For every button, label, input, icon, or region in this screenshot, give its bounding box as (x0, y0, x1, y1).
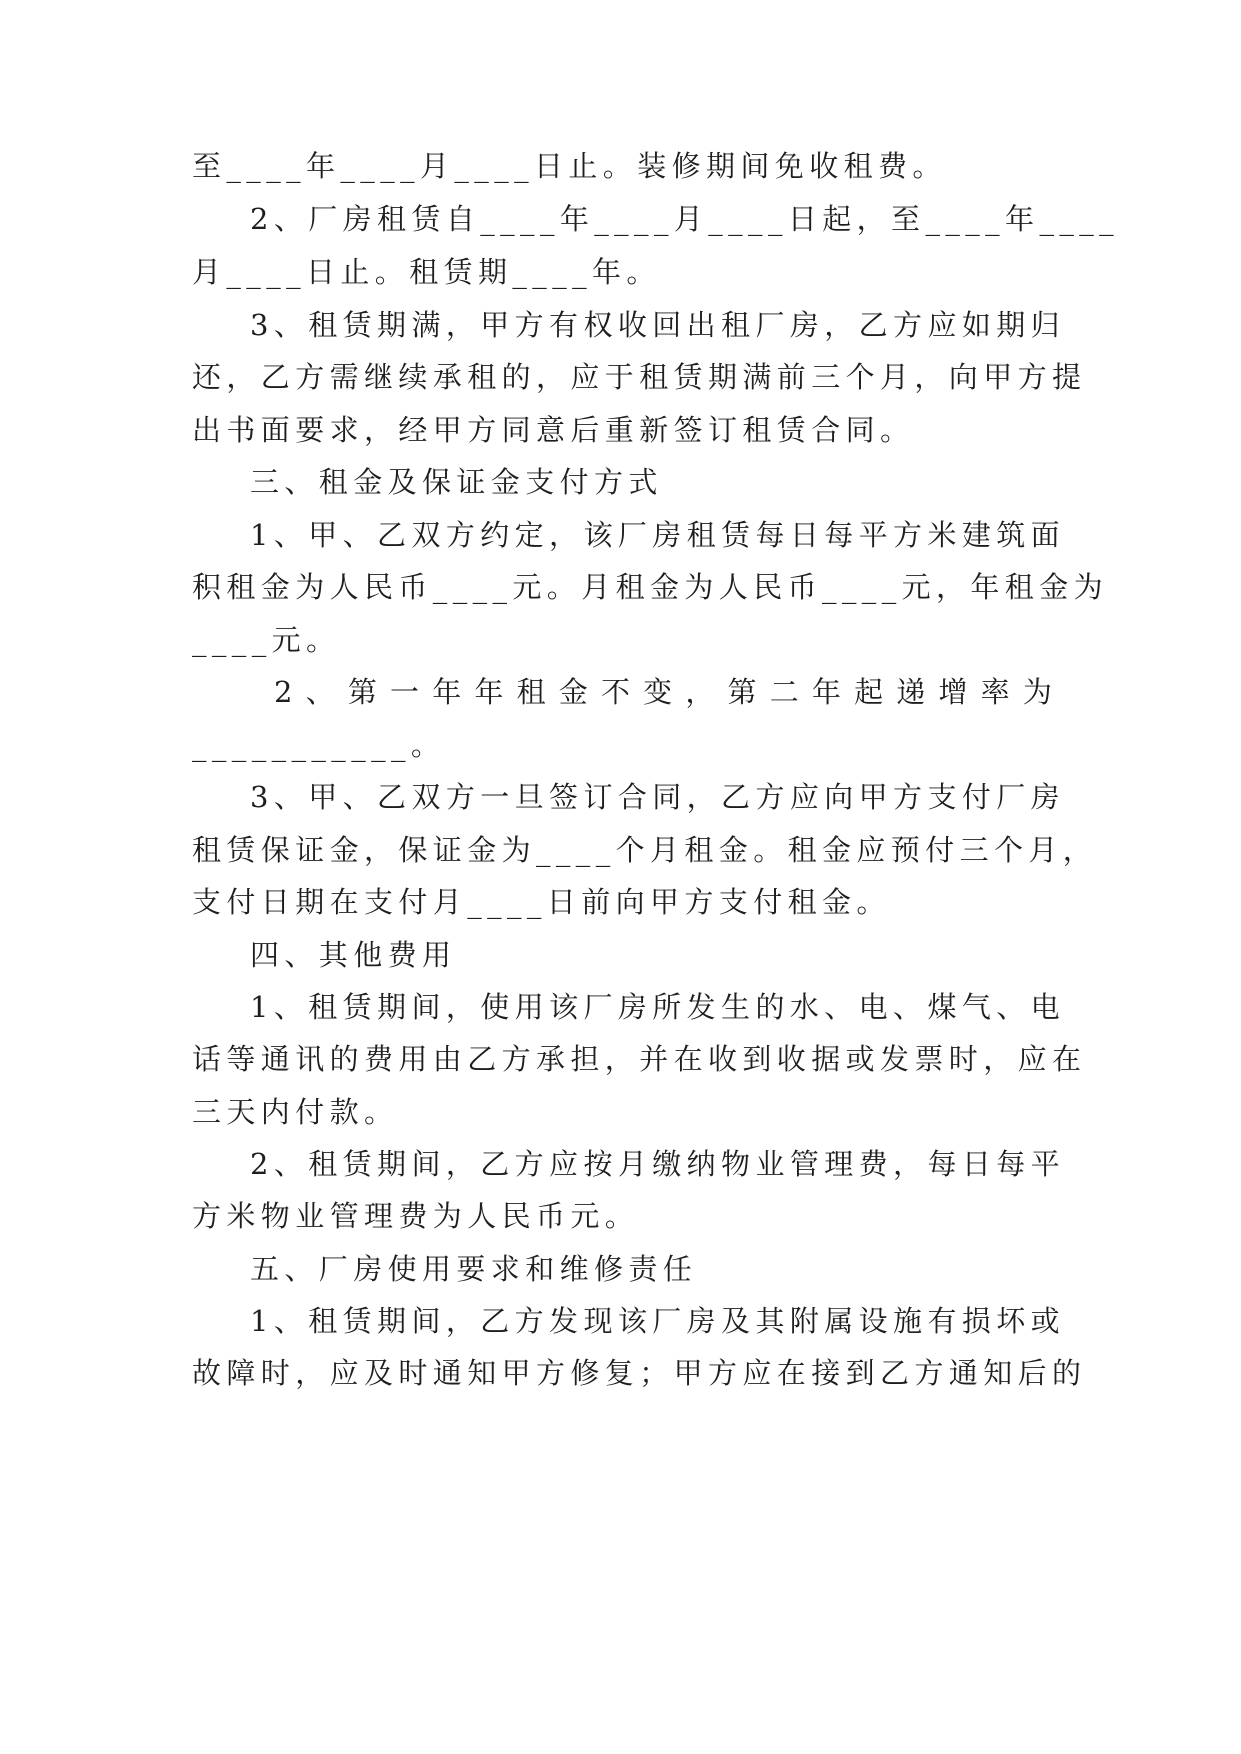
text-line-18: 话等通讯的费用由乙方承担，并在收到收据或发票时，应在 (192, 1042, 1087, 1076)
section-heading-three: 三、租金及保证金支付方式 (250, 465, 663, 499)
text-line-8: 1、甲、乙双方约定，该厂房租赁每日每平方米建筑面 (250, 518, 1066, 552)
spread-glyph: 递 (896, 675, 926, 709)
text-line-14: 租赁保证金，保证金为____个月租金。租金应预付三个月， (192, 833, 1098, 867)
text-line-5: 还，乙方需继续承租的，应于租赁期满前三个月，向甲方提 (192, 360, 1087, 394)
text-line-13: 3、甲、乙双方一旦签订合同，乙方应向甲方支付厂房 (250, 780, 1066, 814)
text-line-2: 2、厂房租赁自____年____月____日起，至____年____ (250, 202, 1120, 236)
text-line-15: 支付日期在支付月____日前向甲方支付租金。 (192, 885, 891, 919)
text-line-19: 三天内付款。 (192, 1095, 399, 1129)
text-line-1: 至____年____月____日止。装修期间免收租费。 (192, 149, 947, 183)
spread-glyph: 年 (811, 675, 841, 709)
text-line-4: 3、租赁期满，甲方有权收回出租厂房，乙方应如期归 (250, 308, 1066, 342)
text-line-6: 出书面要求，经甲方同意后重新签订租赁合同。 (192, 413, 915, 447)
text-line-17: 1、租赁期间，使用该厂房所发生的水、电、煤气、电 (250, 990, 1066, 1024)
spread-glyph: 年 (474, 675, 504, 709)
text-line-21: 方米物业管理费为人民币元。 (192, 1199, 640, 1233)
spread-glyph: ， (685, 675, 715, 709)
spread-glyph: 年 (432, 675, 462, 709)
text-line-3: 月____日止。租赁期____年。 (192, 255, 661, 289)
spread-glyph: 为 (1022, 675, 1052, 709)
text-line-20: 2、租赁期间，乙方应按月缴纳物业管理费，每日每平 (250, 1147, 1066, 1181)
spread-glyph: 金 (558, 675, 588, 709)
spread-glyph: 、 (305, 675, 335, 709)
spread-glyph: 第 (347, 675, 377, 709)
spread-glyph: 率 (980, 675, 1010, 709)
spread-glyph: 起 (854, 675, 884, 709)
spread-glyph: 租 (516, 675, 546, 709)
text-line-24: 故障时，应及时通知甲方修复；甲方应在接到乙方通知后的 (192, 1356, 1087, 1390)
text-line-11 (192, 672, 1052, 712)
spread-glyph: 增 (938, 675, 968, 709)
text-line-9: 积租金为人民币____元。月租金为人民币____元，年租金为 (192, 570, 1109, 604)
section-heading-five: 五、厂房使用要求和维修责任 (250, 1252, 698, 1286)
spread-glyph: 一 (390, 675, 420, 709)
spread-glyph: 不 (600, 675, 630, 709)
spread-glyph: 变 (643, 675, 673, 709)
text-line-12: ___________。 (192, 728, 446, 762)
spread-glyph: 二 (769, 675, 799, 709)
text-line-23: 1、租赁期间，乙方发现该厂房及其附属设施有损坏或 (250, 1304, 1066, 1338)
spread-glyph: 2 (274, 675, 293, 709)
spread-glyph: 第 (727, 675, 757, 709)
text-line-10: ____元。 (192, 623, 341, 657)
section-heading-four: 四、其他费用 (250, 938, 457, 972)
